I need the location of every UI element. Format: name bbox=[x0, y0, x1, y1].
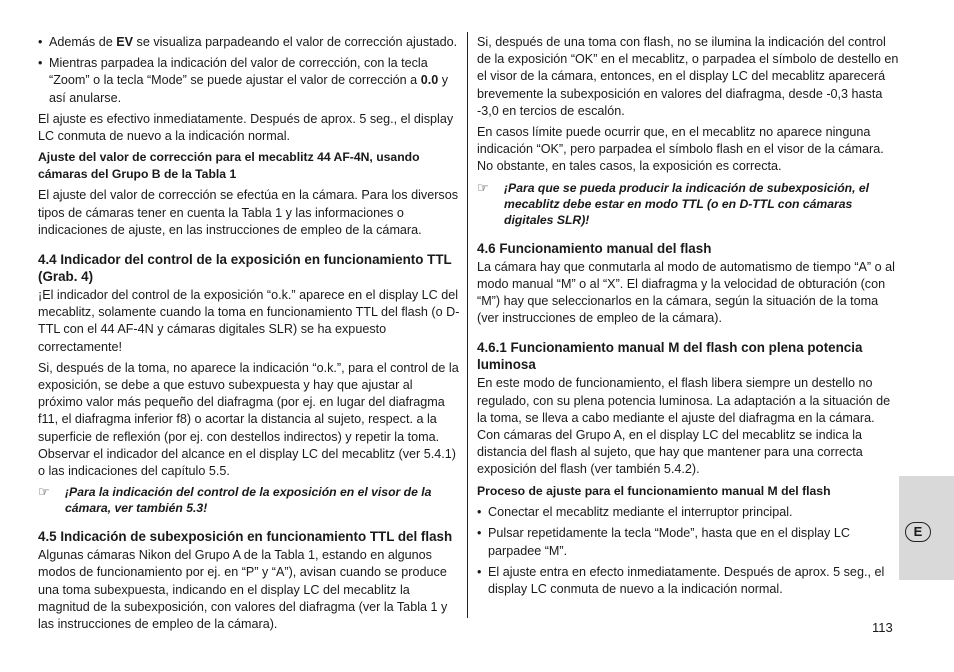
bullet-icon: • bbox=[477, 564, 482, 579]
list-item: • Además de EV se visualiza parpadeando el valor de corrección ajustado. bbox=[38, 34, 460, 51]
note: ☞ ¡Para la indicación del control de la exposición en el visor de la cámara, ver también 5.3! bbox=[38, 484, 432, 516]
note: ☞ ¡Para que se pueda producir la indicación de subexposición, el mecablitz debe estar en modo TTL (o en D-TTL con cámaras digitales SLR)! bbox=[477, 179, 870, 227]
list-item: • El ajuste entra en efecto inmediatamente. Después de aprox. 5 seg., el display LC conmuta de nuevo a la indicación normal. bbox=[477, 564, 899, 598]
bullet-icon: • bbox=[477, 505, 482, 520]
list-item: • Conectar el mecablitz mediante el interruptor principal. bbox=[477, 504, 899, 521]
paragraph: El ajuste del valor de corrección se efectúa en la cámara. Para los diversos tipos de cámaras tener en cuenta la Tabla 1 y las informaciones o indicaciones de ajuste, en las instrucciones de empleo de la cámara. bbox=[38, 188, 459, 237]
pointing-hand-icon: ☞ bbox=[38, 484, 50, 500]
paragraph: La cámara hay que conmutarla al modo de automatismo de tiempo “A” o al modo manual “M” o al “X”. El diafragma y la velocidad de obturación (con “M”) hay que seleccionarlos en la cámara, según la situación de la toma (ver instrucciones de empleo de la cámara). bbox=[477, 259, 895, 326]
bullet-icon: • bbox=[38, 35, 43, 49]
pointing-hand-icon: ☞ bbox=[477, 179, 489, 195]
bullet-icon: • bbox=[38, 56, 43, 71]
subheading: Proceso de ajuste para el funcionamiento manual M del flash bbox=[477, 483, 831, 498]
language-badge: E bbox=[905, 522, 931, 542]
section-heading-4-6-1: 4.6.1 Funcionamiento manual M del flash con plena potencia luminosa bbox=[477, 340, 863, 373]
paragraph: ¡El indicador del control de la exposición “o.k.” aparece en el display LC del mecablitz, solamente cuando la toma en funcionamiento TTL del flash (o D-TTL con el 44 AF-4N y cámaras digitales SLR) se ha expuesto correctamente! bbox=[38, 288, 460, 354]
paragraph: En este modo de funcionamiento, el flash libera siempre un destello no regulado, con su plena potencia luminosa. La adaptación a la situación de la toma, se lleva a cabo mediante el ajuste del diafragma en la cámara. Con cámaras del Grupo A, en el display LC del mecablitz se indica la distancia del flash al sujeto, que hay que mantener para una correcta exposición del flash (ver también 5.4.2). bbox=[477, 376, 891, 477]
page-number: 113 bbox=[872, 620, 893, 635]
paragraph: El ajuste es efectivo inmediatamente. Después de aprox. 5 seg., el display LC conmuta de nuevo a la indicación normal. bbox=[38, 111, 454, 144]
paragraph: Si, después de la toma, no aparece la indicación “o.k.”, para el control de la exposición, se debe a que estuvo subexpuesta y hay que ajustar al próximo valor más pequeño del diafragma (por ej. en lugar del diafragma f11, el diafragma inferior f8) o acortar la distancia al sujeto, respect. a la superficie de reflexión (por ej. con destellos indirectos) y repetir la toma. Observar el indicador del alcance en el display LC del mecablitz (ver 5.4.1) o las indicaciones del capítulo 5.5. bbox=[38, 360, 459, 479]
subheading: Ajuste del valor de corrección para el mecablitz 44 AF-4N, usando cámaras del Grupo B de la Tabla 1 bbox=[38, 150, 420, 181]
paragraph: En casos límite puede ocurrir que, en el mecablitz no aparece ninguna indicación “OK”, pero parpadea el símbolo flash en el visor de la cámara. No obstante, en tales casos, la exposición es correcta. bbox=[477, 125, 884, 174]
bullet-icon: • bbox=[477, 526, 482, 541]
paragraph: Algunas cámaras Nikon del Grupo A de la Tabla 1, estando en algunos modos de funcionamiento por ej. en “P” y “A”), avisan cuando se produce una toma subexpuesta, indicando en el display LC del mecablitz la magnitud de la subexposición, con valores del diafragma (ver la Tabla 1 y las instrucciones de empleo de la cámara). bbox=[38, 548, 448, 632]
section-heading-4-6: 4.6 Funcionamiento manual del flash bbox=[477, 240, 712, 256]
paragraph: Si, después de una toma con flash, no se ilumina la indicación del control de la exposición “OK” en el mecablitz, o parpadea el símbolo de destello en el visor de la cámara, entonces, en el display LC del mecablitz aparecerá brevemente la subexposición en valores del diafragma, desde -0,3 hasta -3,0 en tercios de escalón. bbox=[477, 35, 899, 118]
left-column bbox=[38, 34, 460, 637]
section-heading-4-5: 4.5 Indicación de subexposición en funcionamiento TTL del flash bbox=[38, 529, 453, 545]
right-column bbox=[477, 34, 899, 602]
list-item: • Pulsar repetidamente la tecla “Mode”, hasta que en el display LC parpadee “M”. bbox=[477, 525, 899, 559]
section-heading-4-4: 4.4 Indicador del control de la exposición en funcionamiento TTL (Grab. 4) bbox=[38, 252, 452, 285]
list-item: • Mientras parpadea la indicación del valor de corrección, con la tecla “Zoom” o la tecla “Mode” se puede ajustar el valor de corrección a 0.0 y así anularse. bbox=[38, 55, 460, 107]
column-divider bbox=[467, 32, 468, 618]
